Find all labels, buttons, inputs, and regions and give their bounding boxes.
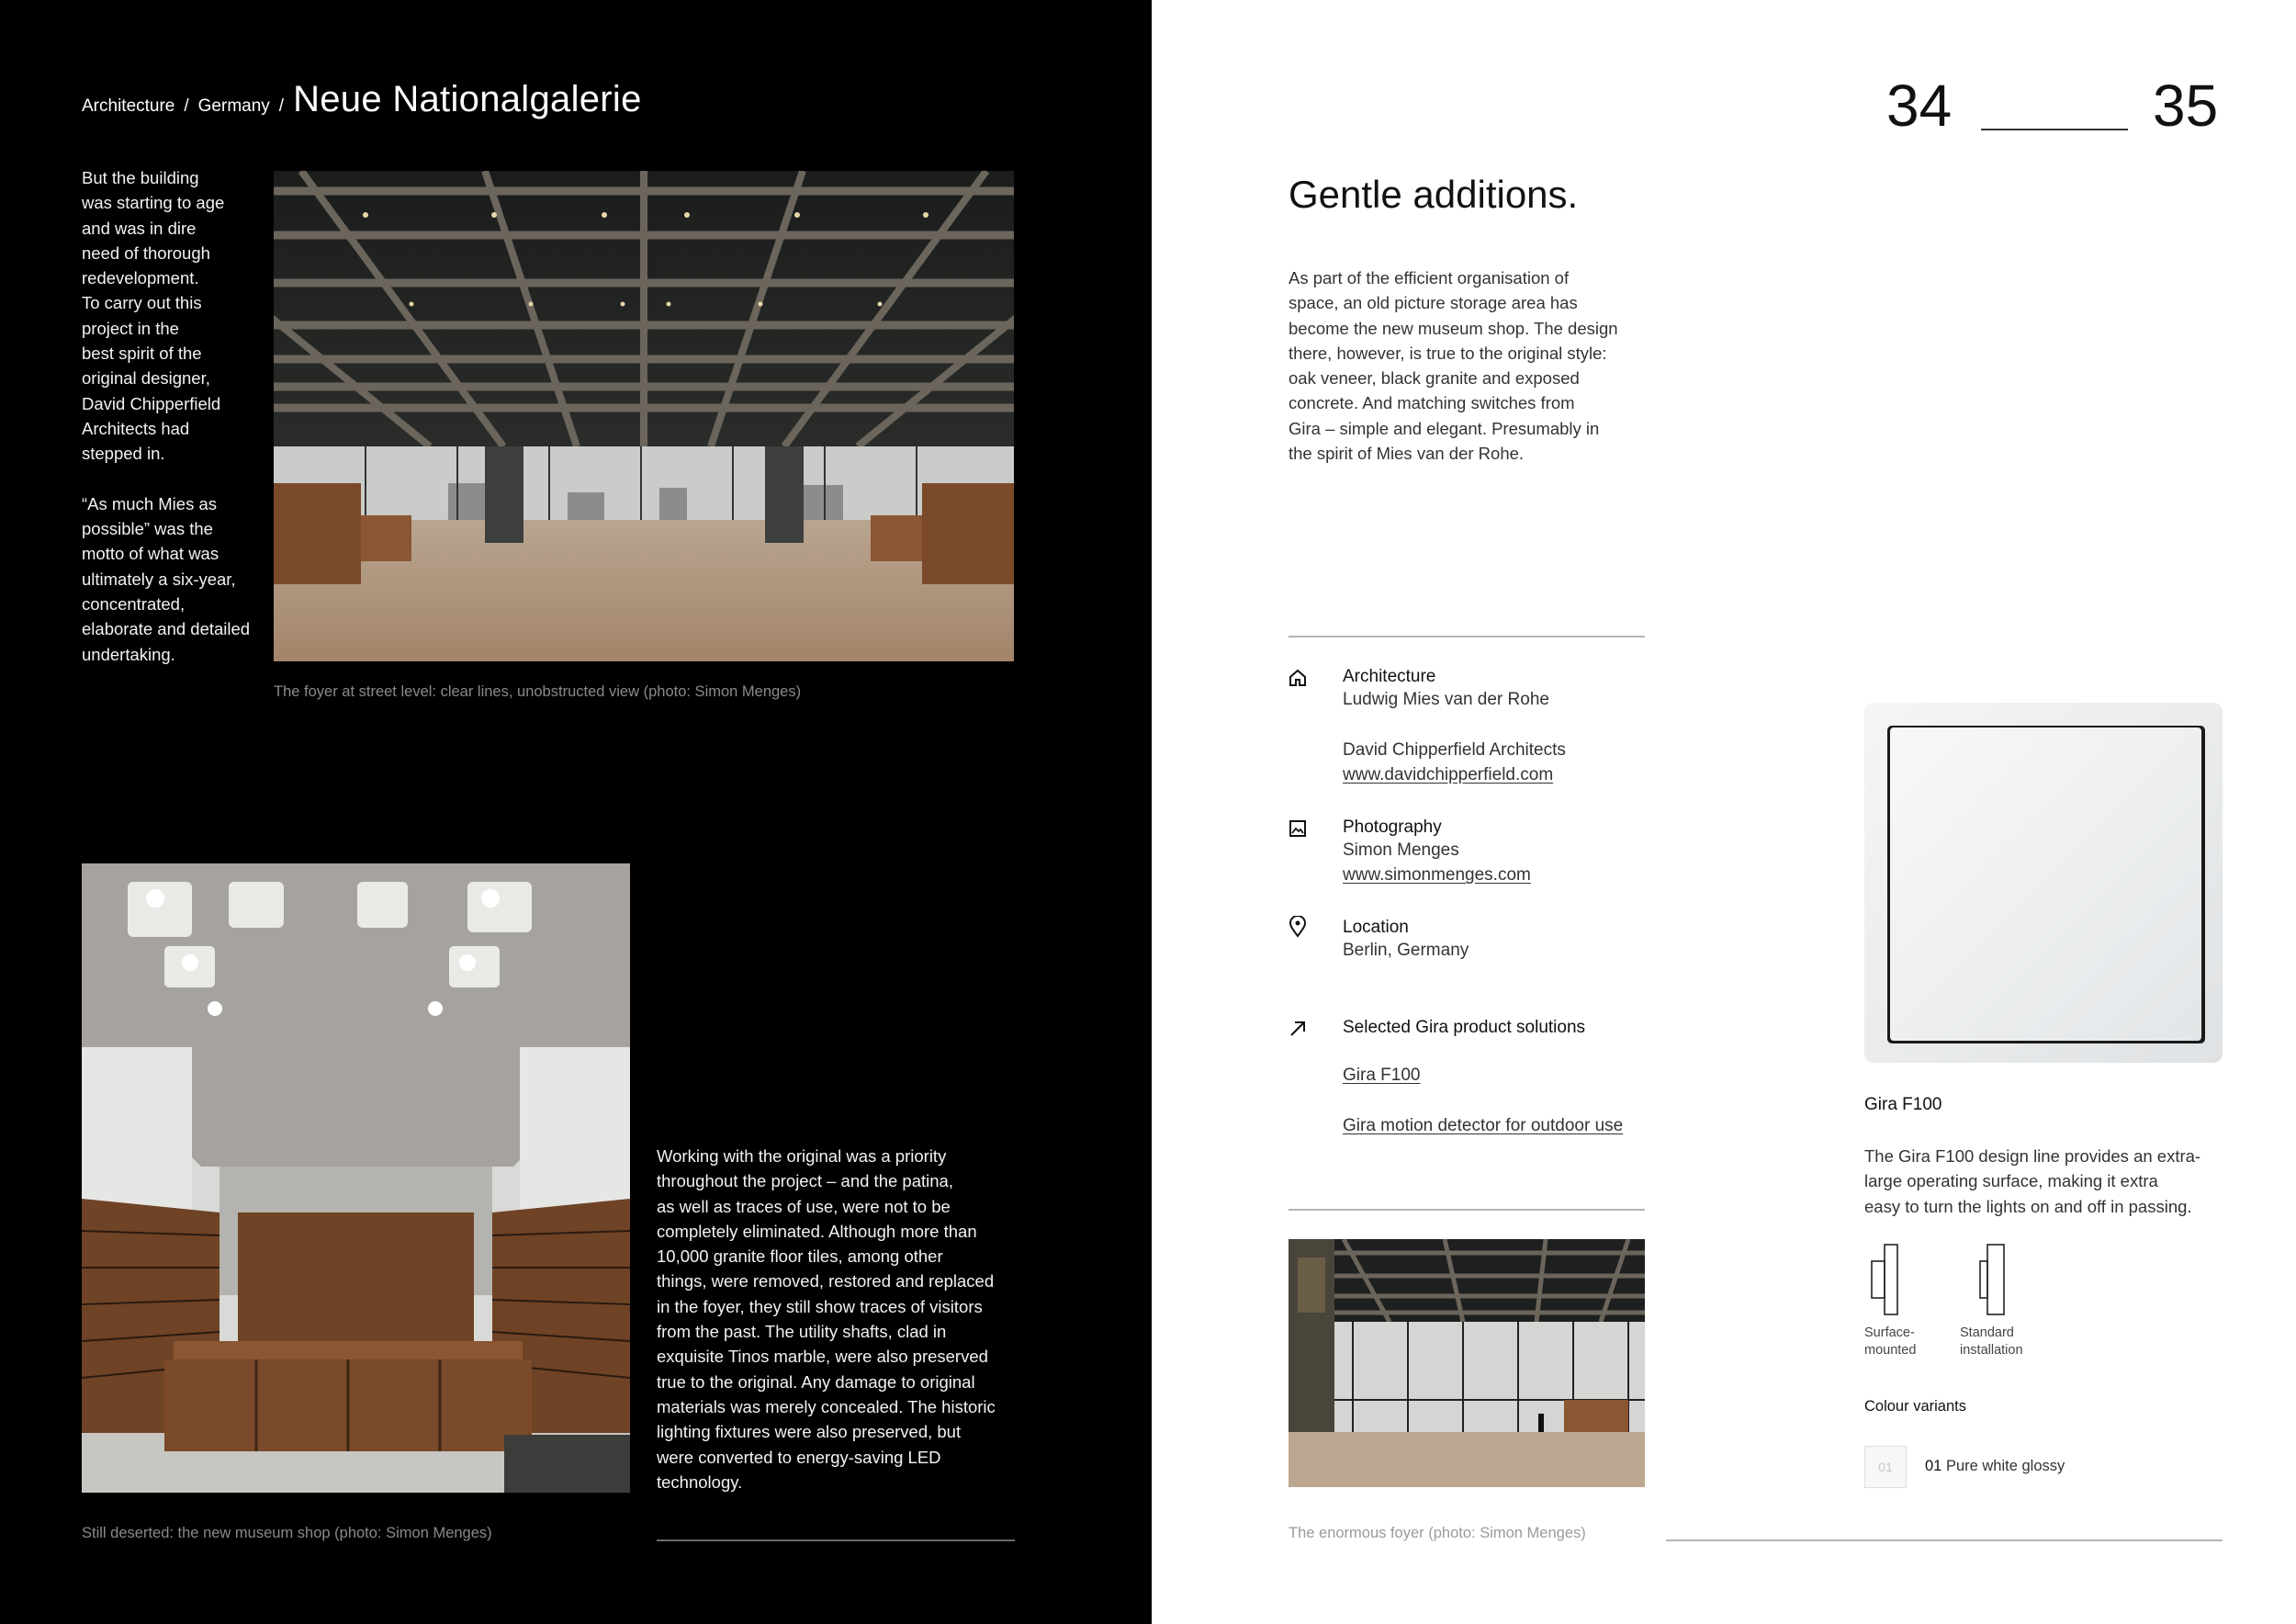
headline: Gentle additions.	[1289, 173, 1579, 216]
standard-installation-icon	[1975, 1243, 2011, 1321]
text-line: Standard	[1960, 1325, 2014, 1340]
text-line: the spirit of Mies van der Rohe.	[1289, 444, 1525, 464]
architect-firm: David Chipperfield Architects	[1343, 739, 1566, 760]
text-line: from the past. The utility shafts, clad in	[657, 1322, 947, 1342]
colour-variant-label	[1925, 1458, 2065, 1475]
location-pin-icon	[1289, 916, 1307, 938]
text-line: technology.	[657, 1472, 743, 1492]
breadcrumb-item-architecture[interactable]: Architecture	[82, 96, 175, 116]
text-line: installation	[1960, 1343, 2023, 1358]
location-block	[1343, 918, 1469, 963]
product-link-motion-detector[interactable]: Gira motion detector for outdoor use	[1343, 1115, 1624, 1135]
photographer-name: Simon Menges	[1343, 840, 1459, 860]
text-line: original designer,	[82, 368, 210, 389]
text-line: was starting to age	[82, 193, 225, 213]
surface-mounted-label	[1864, 1325, 1916, 1359]
text-line: project in the	[82, 318, 179, 338]
right-page	[1152, 0, 2296, 1624]
product-name: Gira F100	[1864, 1095, 1942, 1114]
text-line: oak veneer, black granite and exposed	[1289, 368, 1580, 389]
text-line: stepped in.	[82, 444, 165, 464]
text-line: ultimately a six-year,	[82, 569, 236, 589]
product-link-f100[interactable]: Gira F100	[1343, 1066, 1421, 1086]
text-line: and was in dire	[82, 218, 197, 238]
text-line: best spirit of the	[82, 344, 202, 364]
shop-caption: Still deserted: the new museum shop (photo: Simon Menges)	[82, 1525, 492, 1541]
text-line: things, were removed, restored and replaced	[657, 1271, 995, 1291]
text-line: Surface-	[1864, 1325, 1915, 1340]
colour-swatch-pure-white[interactable]: 01	[1864, 1446, 1907, 1488]
colour-variants-title: Colour variants	[1864, 1398, 1966, 1415]
text-line: Architects had	[82, 418, 190, 438]
breadcrumb-separator: /	[184, 96, 189, 116]
restoration-paragraph	[657, 1144, 1024, 1494]
foyer-caption: The foyer at street level: clear lines, unobstructed view (photo: Simon Menges)	[274, 683, 802, 700]
text-line: undertaking.	[82, 644, 175, 664]
divider	[1289, 1209, 1645, 1211]
breadcrumb-separator: /	[278, 96, 285, 116]
products-block	[1343, 1018, 1623, 1138]
text-line: 10,000 granite floor tiles, among other	[657, 1246, 943, 1267]
gira-f100-switch-image	[1864, 703, 2223, 1063]
architecture-title: Architecture	[1343, 667, 1436, 686]
location-title: Location	[1343, 918, 1409, 937]
text-line: The Gira F100 design line provides an extra-	[1864, 1146, 2201, 1166]
enormous-foyer-photo	[1289, 1239, 1645, 1487]
text-line: possible” was the	[82, 519, 213, 539]
variant-name: Pure white glossy	[1945, 1458, 2065, 1474]
standard-installation-label	[1960, 1325, 2023, 1359]
text-line: Working with the original was a priority	[657, 1146, 947, 1166]
paragraph-gap	[82, 467, 265, 491]
text-line: need of thorough	[82, 242, 210, 263]
text-line: motto of what was	[82, 544, 219, 564]
photographer-website-link[interactable]: www.simonmenges.com	[1343, 865, 1531, 885]
photography-block	[1343, 818, 1531, 888]
text-line: there, however, is true to the original style:	[1289, 343, 1607, 363]
page-title: Neue Nationalgalerie	[293, 79, 642, 119]
text-line: lighting fixtures were also preserved, but	[657, 1422, 962, 1442]
arrow-up-right-icon	[1289, 1020, 1307, 1038]
architecture-block	[1343, 667, 1566, 787]
foyer-photo	[274, 171, 1014, 661]
breadcrumb	[82, 79, 642, 120]
text-line: exquisite Tinos marble, were also preserved	[657, 1347, 988, 1367]
text-line: in the foyer, they still show traces of visitors	[657, 1296, 983, 1316]
breadcrumb-item-germany[interactable]: Germany	[197, 96, 270, 116]
image-icon	[1289, 819, 1307, 838]
divider	[1666, 1539, 2223, 1541]
text-line: completely eliminated. Although more than	[657, 1221, 977, 1241]
architect-name: Ludwig Mies van der Rohe	[1343, 690, 1549, 709]
divider	[657, 1539, 1015, 1541]
text-line: become the new museum shop. The design	[1289, 318, 1618, 338]
product-description	[1864, 1144, 2241, 1219]
shop-photo	[82, 863, 630, 1493]
text-line: concrete. And matching switches from	[1289, 393, 1575, 413]
products-title: Selected Gira product solutions	[1343, 1018, 1586, 1037]
text-line: redevelopment.	[82, 268, 199, 288]
architect-website-link[interactable]: www.davidchipperfield.com	[1343, 764, 1554, 784]
text-line: were converted to energy-saving LED	[657, 1447, 941, 1467]
home-icon	[1289, 669, 1307, 687]
text-line: elaborate and detailed	[82, 619, 251, 639]
text-line: concentrated,	[82, 594, 186, 615]
text-line: David Chipperfield	[82, 393, 221, 413]
text-line: materials was merely concealed. The historic	[657, 1396, 996, 1416]
page-number-right: 35	[2153, 73, 2219, 139]
text-line: space, an old picture storage area has	[1289, 293, 1578, 313]
text-line: true to the original. Any damage to original	[657, 1371, 975, 1392]
text-line: easy to turn the lights on and off in passing.	[1864, 1196, 2192, 1216]
text-line: As part of the efficient organisation of	[1289, 268, 1570, 288]
text-line: But the building	[82, 168, 199, 187]
page-number-divider	[1981, 129, 2128, 130]
text-line: throughout the project – and the patina,	[657, 1171, 953, 1191]
location-text: Berlin, Germany	[1343, 941, 1469, 960]
spacer	[1343, 1088, 1623, 1113]
photography-title: Photography	[1343, 818, 1442, 837]
text-line: Gira – simple and elegant. Presumably in	[1289, 418, 1600, 438]
text-line: large operating surface, making it extra	[1864, 1171, 2158, 1191]
surface-mounted-icon	[1866, 1243, 1903, 1321]
divider	[1289, 636, 1645, 637]
text-line: To carry out this	[82, 293, 202, 313]
intro-text	[82, 165, 265, 667]
spacer	[1343, 1038, 1623, 1063]
text-line: “As much Mies as	[82, 493, 218, 513]
intro-paragraph	[1289, 265, 1656, 466]
text-line: mounted	[1864, 1343, 1917, 1358]
spacer	[1343, 712, 1566, 737]
enormous-foyer-caption: The enormous foyer (photo: Simon Menges)	[1289, 1525, 1586, 1541]
page-number-left: 34	[1886, 73, 1953, 139]
text-line: as well as traces of use, were not to be	[657, 1196, 951, 1216]
variant-code: 01	[1925, 1458, 1942, 1474]
